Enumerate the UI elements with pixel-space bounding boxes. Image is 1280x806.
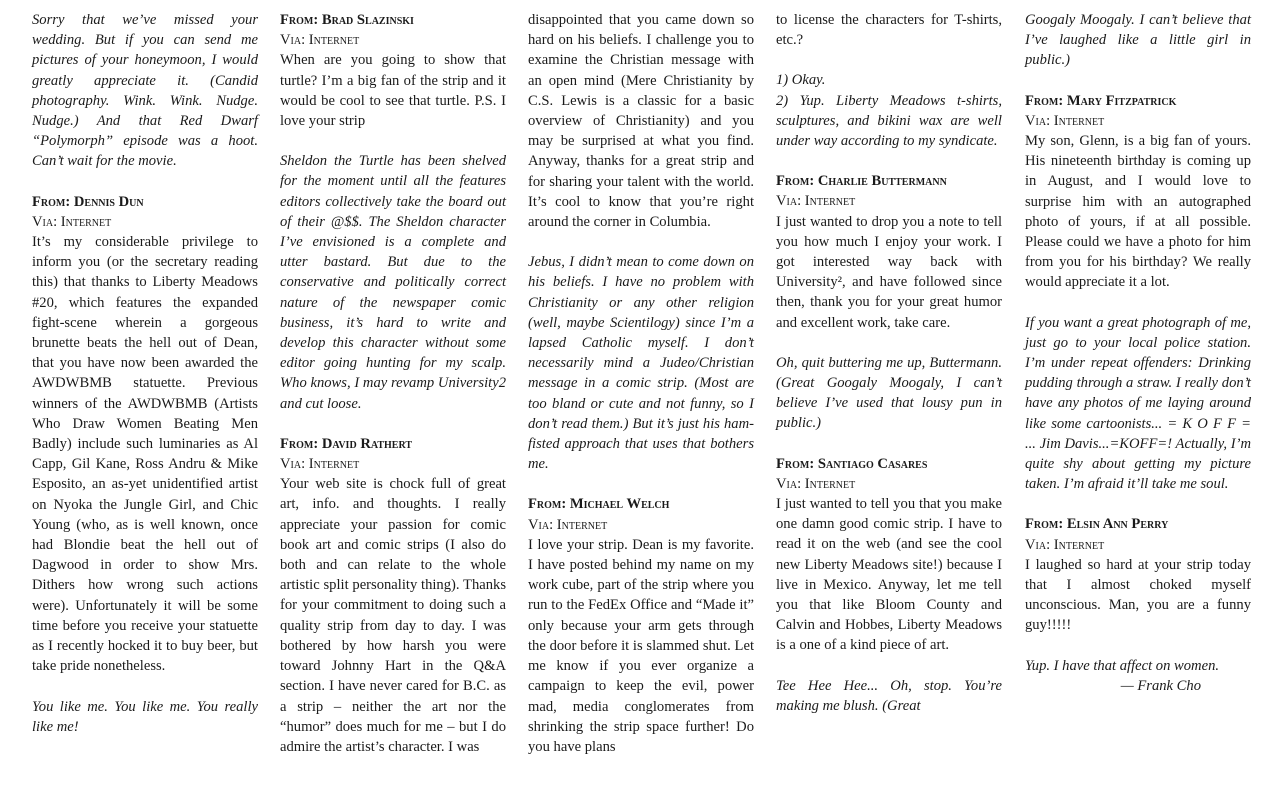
reply-sheldon-turtle: Sheldon the Turtle has been shelved for the moment until all the features editors collectively take the board out of their @$$. The Sheldon character I’ve envisioned is a complete and utter bastard. But due to the conservative and politically correct nature of the newspaper comic business, it’s hard to write and develop this character without some editor going hunting for my scalp. Who knows, I may revamp University2 and cut loose. [280, 153, 506, 412]
letter-body: I love your strip. Dean is my favorite. I have posted behind my name on my work cube, part of the strip where you run to the FedEx Office and “Made it” only because your arm gets through the door before it is slammed shut. Let me know if you ever organize a campaign to keep the evil, power mad, media conglomerates from shrinking the strip space further! Do you have plans [528, 536, 754, 755]
from-line: From: Mary Fitzpatrick [1025, 92, 1177, 109]
from-line: From: Elsin Ann Perry [1025, 516, 1169, 533]
reply-buttermann: Oh, quit buttering me up, Buttermann. (Great Googaly Moogaly, I can’t believe I’ve used that lousy pun in public.) [776, 354, 1002, 432]
reply-tee-hee: Tee Hee Hee... Oh, stop. You’re making me blush. (Great [776, 677, 1002, 714]
column-2 [280, 10, 506, 757]
letter-body: Your web site is chock full of great art, info. and thoughts. I really appreciate your passion for comic book art and comic strips (I also do both and can relate to the whole artistic split personality thing). Thanks for your commitment to doing such a quality strip from day to day. I was bothered by how harsh you were toward Johnny Hart in the Q&A section. I have never cared for B.C. as a strip – neither the art nor the “humor” does much for me – but I do admire the artist’s character. I was [280, 476, 506, 755]
letter-elsin-ann-perry [1025, 514, 1251, 635]
letter-body: When are you going to show that turtle? I’m a big fan of the strip and it would be cool to see that turtle. P.S. I love your strip [280, 52, 506, 130]
reply-googaly: Googaly Moogaly. I can’t believe that I’ve laughed like a little girl in public.) [1025, 12, 1251, 69]
letter-body: I just wanted to tell you that you make one damn good comic strip. I have to read it on the web (and see the cool new Liberty Meadows site!) because I live in Mexico. Anyway, let me tell you that like Bloom County and Calvin and Hobbes, Liberty Meadows is a one of a kind piece of art. [776, 496, 1002, 654]
column-3 [528, 10, 754, 757]
letter-charlie-buttermann [776, 171, 1002, 333]
reply-jebus: Jebus, I didn’t mean to come down on his beliefs. I have no problem with Christianity or any other religion (well, maybe Scientilogy) since I’m a lapsed Catholic myself. I don’t necessarily mind a Judeo/Christian message in a comic strip. (Most are too bland or cute and not funny, so I don’t read them.) But it’s just his ham-fisted approach that uses that bothers me. [528, 254, 754, 473]
via-line: Via: Internet [1025, 112, 1105, 129]
from-line: From: Santiago Casares [776, 455, 928, 472]
signature-frank-cho: — Frank Cho [1120, 677, 1201, 694]
letter-body-continued: disappointed that you came down so hard on his beliefs. I challenge you to examine the Christian message with an open mind (Mere Christianity by C.S. Lewis is a classic for a basic overview of Christianity) and you may be surprised at what you find. Anyway, thanks for a great strip and for sharing your talent with the world. It’s cool to know that you’re right around the corner in Columbia. [528, 12, 754, 231]
letter-body: It’s my considerable privilege to inform you (or the secretary reading this) that thanks to Liberty Meadows #20, which features the expanded fight-scene wherein a gorgeous brunette beats the hell out of Dean, that you have now been awarded the AWDWBMB statuette. Previous winners of the AWDWBMB (Artists Who Draw Women Beating Men Badly) include such luminaries as Al Capp, Gil Kane, Ross Andru & Mike Esposito, an as-yet unidentified artist on Nyoka the Jungle Girl, and Chic Young (who, as is well known, once had Blondie beat the hell out of Dagwood in order to show Mrs. Dithers how wrong such actions were). Unfortunately it will be some time before you receive your statuette as I recently hocked it to buy beer, but take pride nonetheless. [32, 234, 258, 675]
letter-body: I just wanted to drop you a note to tell you how much I enjoy your work. I got interested way back with University², and have followed since then, thank you for your great humor and excellent work, take care. [776, 213, 1002, 331]
letter-santiago-casares [776, 454, 1002, 656]
letter-body: I laughed so hard at your strip today that I almost choked myself unconscious. Man, you are a funny guy!!!!! [1025, 556, 1251, 634]
via-line: Via: Internet [280, 456, 360, 473]
reply-okay: 1) Okay. [776, 72, 826, 89]
letter-brad-slazinski [280, 10, 506, 131]
letter-body: My son, Glenn, is a big fan of yours. His nineteenth birthday is coming up in August, and I would love to surprise him with an autographed photo of yours, if at all possible. Please could we have a photo for him from you for his birthday? We really would appreciate it a lot. [1025, 133, 1251, 291]
letter-mary-fitzpatrick [1025, 91, 1251, 293]
from-line: From: David Rathert [280, 435, 412, 452]
reply-tshirts: 2) Yup. Liberty Meadows t-shirts, sculptures, and bikini wax are well under way according to my syndicate. [776, 92, 1002, 150]
from-line: From: Dennis Dun [32, 193, 144, 210]
column-5 [1025, 10, 1251, 696]
from-line: From: Charlie Buttermann [776, 173, 947, 190]
from-line: From: Brad Slazinski [280, 12, 414, 28]
letter-david-rathert [280, 434, 506, 757]
from-line: From: Michael Welch [528, 496, 670, 513]
column-4 [776, 10, 1002, 716]
via-line: Via: Internet [280, 32, 360, 49]
via-line: Via: Internet [32, 213, 112, 230]
column-1 [32, 10, 258, 737]
reply-photograph: If you want a great photograph of me, just go to your local police station. I’m under repeat offenders: Drinking pudding through a straw. I really don’t have any photos of me laying around like some cartoonists... = K O F F = ... Jim Davis...=KOFF=! Actually, I’m quite shy about getting my picture taken. I’m afraid it’ll take me soul. [1025, 314, 1251, 493]
reply-you-like-me: You like me. You like me. You really like me! [32, 698, 258, 735]
via-line: Via: Internet [1025, 536, 1105, 553]
letter-body-continued: to license the characters for T-shirts, etc.? [776, 12, 1002, 49]
via-line: Via: Internet [528, 516, 608, 533]
via-line: Via: Internet [776, 475, 856, 492]
via-line: Via: Internet [776, 193, 856, 210]
reply-red-dwarf: Sorry that we’ve missed your wedding. But if you can send me pictures of your honeymoon, I would greatly appreciate it. (Candid photography. Wink. Wink. Nudge. Nudge.) And that Red Dwarf “Polymorph” episode was a hoot. Can’t wait for the movie. [32, 12, 258, 170]
reply-affect-on-women: Yup. I have that affect on women. [1025, 657, 1220, 674]
letter-dennis-dun [32, 192, 258, 677]
letter-michael-welch [528, 494, 754, 757]
